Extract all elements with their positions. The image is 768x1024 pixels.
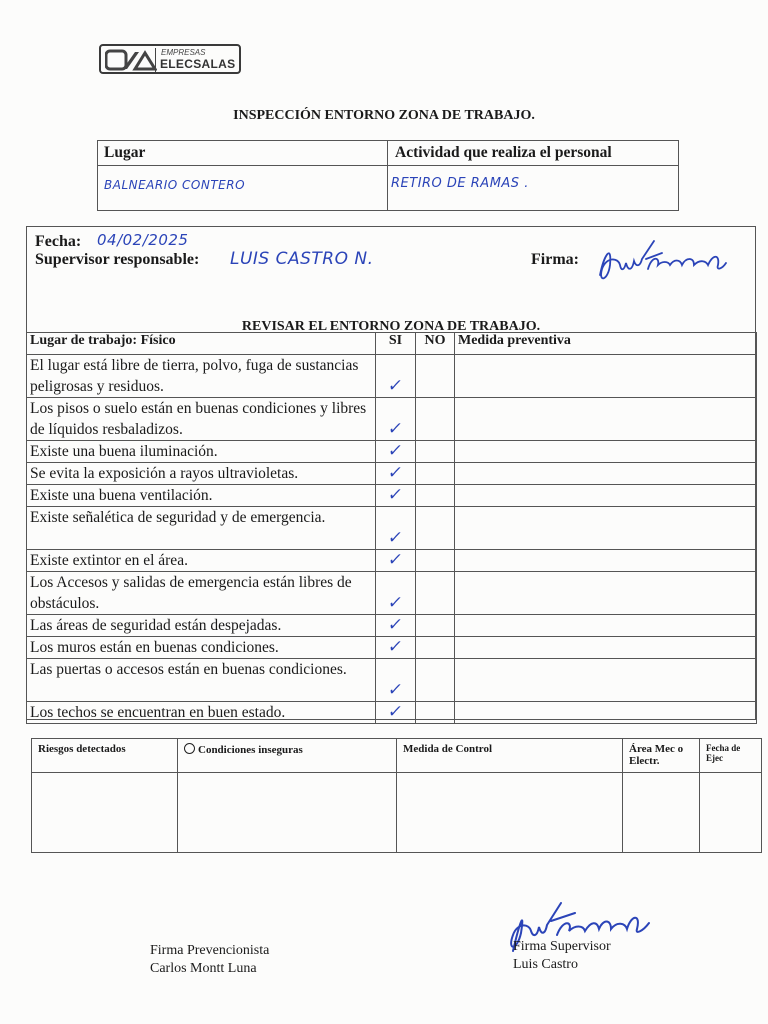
supervisor-role: Firma Supervisor [513,939,611,954]
checklist-item-text: Las áreas de seguridad están despejadas. [27,615,376,637]
checklist-item-text: Se evita la exposición a rayos ultravioletas. [27,463,376,485]
checklist-row [27,355,757,398]
checklist-item-text: Las puertas o accesos están en buenas condiciones. [27,659,376,702]
condiciones-label: Condiciones inseguras [198,744,303,756]
checklist-medida-cell[interactable] [455,485,757,507]
checklist-medida-cell[interactable] [455,615,757,637]
supervisor-signature [513,938,611,974]
checklist-row [27,507,757,550]
checklist-si-cell[interactable] [376,702,416,724]
checklist-si-cell[interactable] [376,507,416,550]
checklist-no-cell[interactable] [416,355,455,398]
checklist-si-cell[interactable] [376,441,416,463]
checklist-item-text: Los pisos o suelo están en buenas condiciones y libres de líquidos resbaladizos. [27,398,376,441]
checklist-row [27,659,757,702]
checklist-si-cell[interactable] [376,659,416,702]
checklist-si-cell[interactable] [376,550,416,572]
firma-label: Firma: [531,251,579,268]
check-mark-icon: ✓ [386,441,405,461]
lugar-header: Lugar [104,144,146,161]
prevencionista-role: Firma Prevencionista [150,943,270,958]
checklist-si-cell[interactable] [376,398,416,441]
fecha-value: 04/02/2025 [97,231,189,249]
checklist-row [27,572,757,615]
checklist-medida-cell[interactable] [455,398,757,441]
checklist-row [27,637,757,659]
check-mark-icon: ✓ [386,528,405,548]
checklist-item-text: Los Accesos y salidas de emergencia están libres de obstáculos. [27,572,376,615]
checklist-si-cell[interactable] [376,615,416,637]
checklist-medida-cell[interactable] [455,572,757,615]
checklist-item-text: Existe extintor en el área. [27,550,376,572]
checklist-item-text: El lugar está libre de tierra, polvo, fuga de sustancias peligrosas y residuos. [27,355,376,398]
prevencionista-name: Carlos Montt Luna [150,961,257,976]
check-mark-icon: ✓ [386,615,405,635]
checklist-item-text: Los muros están en buenas condiciones. [27,637,376,659]
fecha-ejec-cell [700,773,762,853]
medida-control-header: Medida de Control [397,739,623,773]
checklist-no-cell[interactable] [416,441,455,463]
checklist-no-cell[interactable] [416,615,455,637]
checklist-medida-cell[interactable] [455,550,757,572]
checklist-no-cell[interactable] [416,398,455,441]
actividad-value: RETIRO DE RAMAS . [391,176,529,191]
checklist-item-text: Los techos se encuentran en buen estado. [27,702,376,724]
checklist-row [27,398,757,441]
checklist-no-cell[interactable] [416,702,455,724]
checklist-row [27,702,757,724]
checklist-medida-cell[interactable] [455,507,757,550]
col-si: SI [376,333,416,355]
area-cell [623,773,700,853]
checklist-medida-cell[interactable] [455,441,757,463]
company-logo [99,44,241,74]
checklist-si-cell[interactable] [376,637,416,659]
fecha-ejec-header: Fecha de Ejec [700,739,762,773]
actividad-header: Actividad que realiza el personal [395,144,612,161]
logo-tagline: EMPRESAS [161,48,206,57]
checklist-no-cell[interactable] [416,550,455,572]
checklist-si-cell[interactable] [376,463,416,485]
area-header: Área Mec o Electr. [623,739,700,773]
checklist-si-cell[interactable] [376,355,416,398]
riesgos-header: Riesgos detectados [32,739,178,773]
fecha-label: Fecha: [35,233,82,250]
supervisor-name: Luis Castro [513,957,578,972]
checklist-medida-cell[interactable] [455,659,757,702]
checklist-medida-cell[interactable] [455,637,757,659]
check-mark-icon: ✓ [386,463,405,483]
checklist-medida-cell[interactable] [455,463,757,485]
checklist-row [27,550,757,572]
checklist-item-text: Existe una buena ventilación. [27,485,376,507]
risk-table [31,738,762,853]
checklist-row [27,441,757,463]
check-mark-icon: ✓ [386,680,405,700]
document-title: INSPECCIÓN ENTORNO ZONA DE TRABAJO. [233,108,535,123]
logo-divider [155,48,156,72]
logo-mark-icon [105,49,157,71]
checklist-row [27,485,757,507]
signature-icon [590,235,740,292]
check-mark-icon: ✓ [386,637,405,657]
checklist-medida-cell[interactable] [455,702,757,724]
checklist-row [27,615,757,637]
check-mark-icon: ✓ [386,550,405,570]
check-mark-icon: ✓ [386,702,405,722]
col-medida: Medida preventiva [455,333,757,355]
checklist-no-cell[interactable] [416,572,455,615]
checklist-si-cell[interactable] [376,485,416,507]
condiciones-header [178,739,397,773]
checklist-medida-cell[interactable] [455,355,757,398]
checklist-no-cell[interactable] [416,659,455,702]
col-lugar: Lugar de trabajo: Físico [27,333,376,355]
logo-brand: ELECSALAS [160,57,236,71]
prevencionista-signature [150,942,269,978]
check-mark-icon: ✓ [386,593,405,613]
circle-bullet-icon [184,743,195,754]
check-mark-icon: ✓ [386,376,405,396]
checklist-item-text: Existe señalética de seguridad y de emergencia. [27,507,376,550]
supervisor-value: LUIS CASTRO N. [230,249,374,269]
check-mark-icon: ✓ [386,419,405,439]
checklist-table [26,332,757,724]
checklist-no-cell[interactable] [416,463,455,485]
location-table [97,140,679,211]
lugar-value: BALNEARIO CONTERO [104,178,246,192]
checklist-no-cell[interactable] [416,507,455,550]
checklist-item-text: Existe una buena iluminación. [27,441,376,463]
checklist-no-cell[interactable] [416,485,455,507]
condiciones-cell [178,773,397,853]
checklist-row [27,463,757,485]
checklist-title: REVISAR EL ENTORNO ZONA DE TRABAJO. [241,319,541,334]
check-mark-icon: ✓ [386,485,405,505]
riesgos-cell [32,773,178,853]
checklist-si-cell[interactable] [376,572,416,615]
medida-control-cell [397,773,623,853]
checklist-no-cell[interactable] [416,637,455,659]
supervisor-label: Supervisor responsable: [35,251,200,268]
col-no: NO [416,333,455,355]
